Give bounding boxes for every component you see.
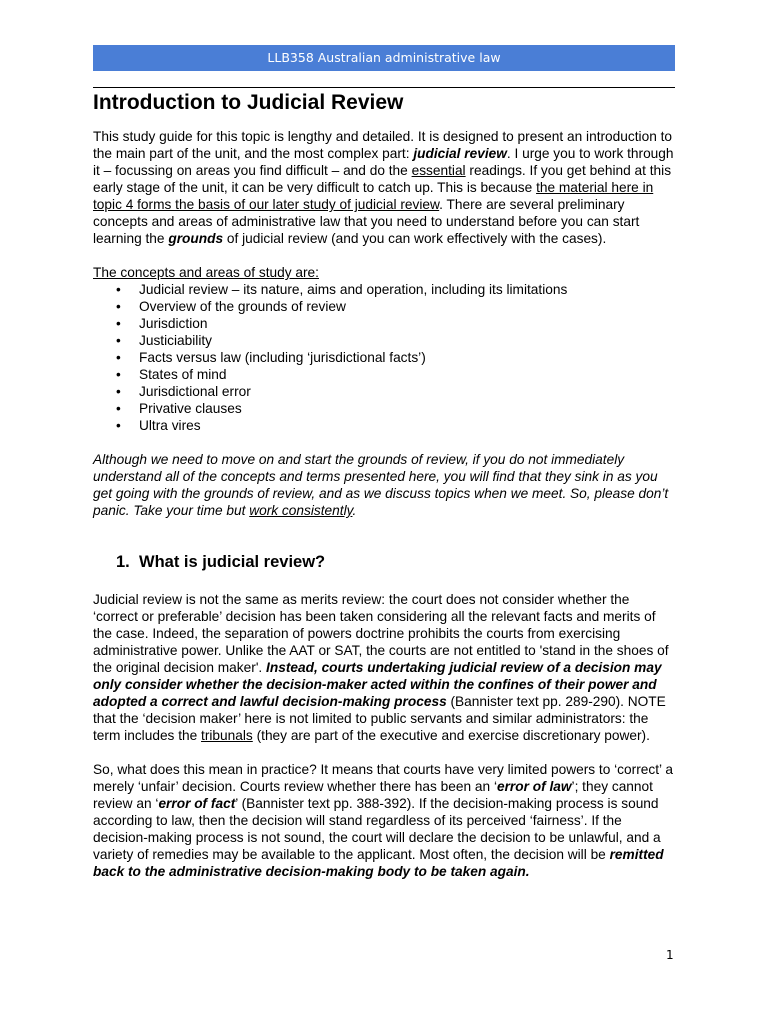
list-item: • Jurisdictional error [139, 383, 675, 400]
emphasis-error-of-fact: error of fact [158, 796, 236, 811]
emphasis-error-of-law: error of law [496, 779, 572, 794]
emphasis-confines-of-power: Instead, courts undertaking judicial review of a decision may only consider whether the decision-maker acted within the confines of their power and adopted a correct and lawful decision-making process [93, 660, 662, 709]
section-title: What is judicial review? [139, 553, 326, 571]
header-banner: LLB358 Australian administrative law [93, 45, 675, 71]
section-number: 1. [116, 553, 130, 571]
list-item: • States of mind [139, 366, 675, 383]
page-number: 1 [666, 948, 674, 962]
paragraph-text: So, what does this mean in practice? It means that courts have very limited powers to ‘correct’ a merely ‘unfair’ decision. Courts review whether there has been an ‘ [93, 762, 673, 794]
emphasis-judicial-review: judicial review [413, 146, 507, 161]
list-item: • Judicial review – its nature, aims and operation, including its limitations [139, 281, 675, 298]
intro-text: . I urge you to work through it – focussing on areas you find difficult – and do the [93, 146, 674, 178]
intro-paragraph [93, 128, 675, 247]
intro-text: of judicial review (and you can work effectively with the cases). [223, 231, 607, 246]
paragraph-text: ’; they cannot review an ‘ [93, 779, 653, 811]
underline-essential: essential [411, 163, 466, 178]
section-paragraph-1 [93, 591, 675, 744]
reassurance-note [93, 451, 675, 519]
document-page [93, 45, 675, 880]
paragraph-text: (Bannister text pp. 289-290). NOTE that the ‘decision maker’ here is not limited to public servants and similar administrators: the term includes the [93, 694, 666, 743]
emphasis-grounds: grounds [168, 231, 224, 246]
list-item: • Jurisdiction [139, 315, 675, 332]
intro-text: This study guide for this topic is lengthy and detailed. It is designed to present an introduction to the main part of the unit, and the most complex part: [93, 129, 673, 161]
underline-topic-4: the material here in topic 4 forms the basis of our later study of judicial review [93, 180, 654, 212]
concepts-list [93, 281, 675, 434]
note-text: Although we need to move on and start the grounds of review, if you do not immediately understand all of the concepts and terms presented here, you will find that they sink in as you get going with the grounds of review, and as we discuss topics when we meet. So, please don’t panic. Take your time but [93, 452, 669, 518]
list-item: • Overview of the grounds of review [139, 298, 675, 315]
section-heading [93, 552, 675, 572]
list-item: • Justiciability [139, 332, 675, 349]
concepts-heading: The concepts and areas of study are: [93, 265, 319, 280]
paragraph-text: ’ (Bannister text pp. 388-392). If the decision-making process is sound according to law, then the decision will stand regardless of its perceived ‘fairness’. If the decision-making process is not sound, the court will declare the decision to be unlawful, and a variety of remedies may be available to the applicant. Most often, the decision will be [93, 796, 661, 862]
header-rule [93, 87, 675, 88]
list-item: • Facts versus law (including ‘jurisdictional facts’) [139, 349, 675, 366]
list-item: • Ultra vires [139, 417, 675, 434]
underline-tribunals: tribunals [201, 728, 253, 743]
page-title: Introduction to Judicial Review [93, 91, 404, 114]
emphasis-remitted: remitted back to the administrative decision-making body to be taken again. [93, 847, 664, 879]
paragraph-text: Judicial review is not the same as merits review: the court does not consider whether the ‘correct or preferable’ decision has been taken considering all the relevant facts and merits of the case. Indeed, the separation of powers doctrine prohibits the courts from exercising administrative power. Unlike the AAT or SAT, the courts are not entitled to 'stand in the shoes of the original decision maker'. [93, 592, 669, 675]
section-paragraph-2 [93, 761, 675, 880]
intro-text: readings. If you get behind at this early stage of the unit, it can be very difficult to catch up. This is because [93, 163, 672, 195]
paragraph-text: (they are part of the executive and exercise discretionary power). [252, 728, 650, 743]
note-text: . [352, 503, 357, 518]
underline-work-consistently: work consistently [249, 503, 353, 518]
list-item: • Privative clauses [139, 400, 675, 417]
intro-text: . There are several preliminary concepts and areas of administrative law that you need to understand before you can start learning the [93, 197, 640, 246]
